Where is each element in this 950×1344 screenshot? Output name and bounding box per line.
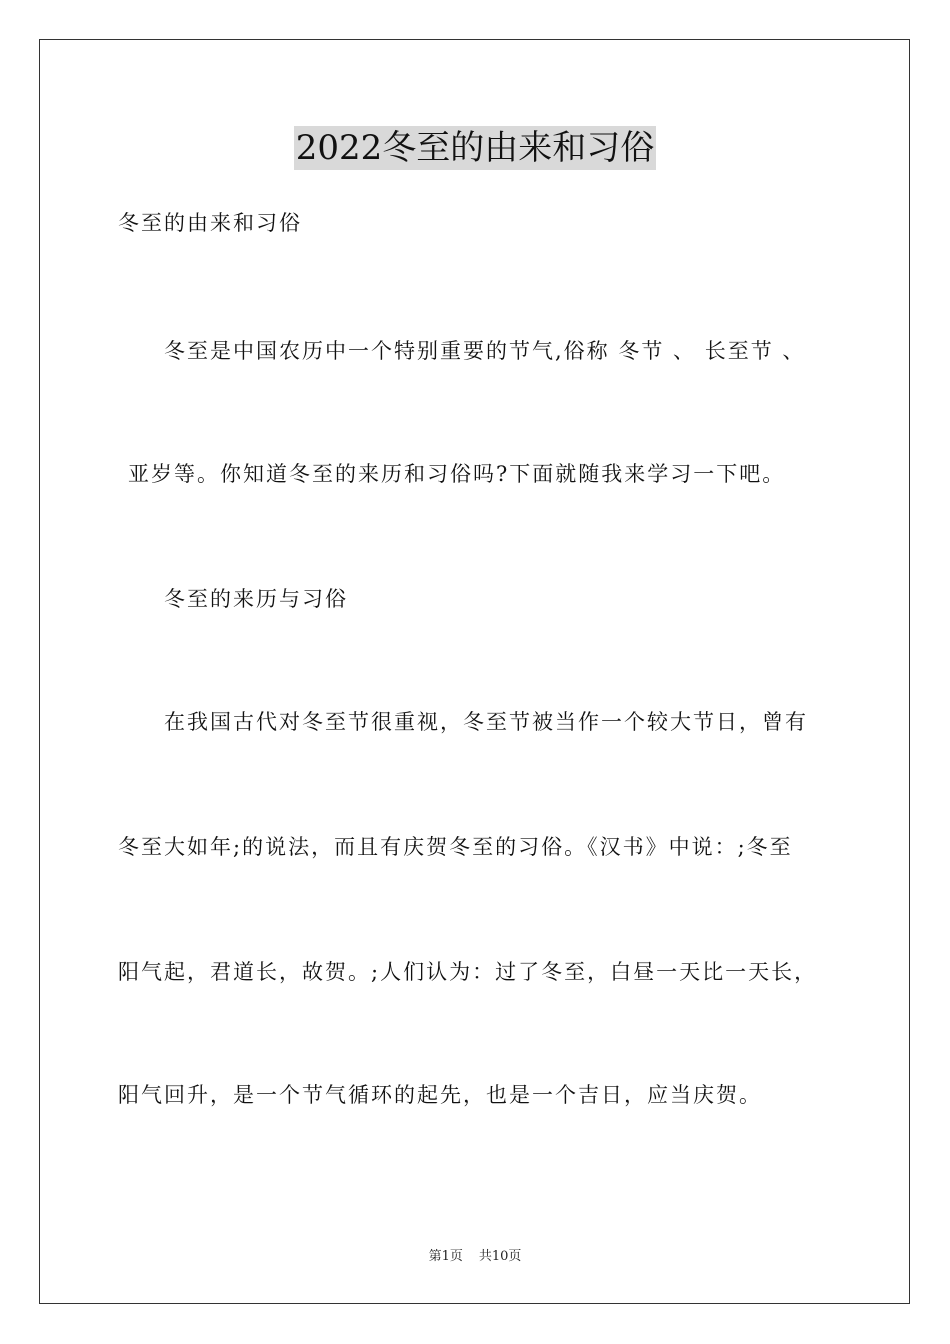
section-heading: 冬至的来历与习俗 [164, 587, 348, 611]
paragraph1-line2: 亚岁等。你知道冬至的来历和习俗吗?下面就随我来学习一下吧。 [128, 462, 786, 486]
title-container [0, 126, 950, 170]
document-title: 2022冬至的由来和习俗 [295, 128, 655, 168]
paragraph2-line2: 冬至大如年;的说法，而且有庆贺冬至的习俗。《汉书》中说：;冬至 [118, 835, 793, 859]
paragraph1-line1: 冬至是中国农历中一个特别重要的节气,俗称 冬节 、 长至节 、 [164, 339, 806, 363]
page-number-current: 第1页 [428, 1249, 463, 1264]
document-subtitle: 冬至的由来和习俗 [118, 211, 302, 235]
page-footer [0, 1248, 950, 1266]
paragraph2-line1: 在我国古代对冬至节很重视，冬至节被当作一个较大节日，曾有 [164, 710, 808, 734]
page-number-total: 共10页 [478, 1249, 522, 1264]
paragraph2-line4: 阳气回升，是一个节气循环的起先，也是一个吉日，应当庆贺。 [118, 1083, 762, 1107]
paragraph2-line3: 阳气起，君道长，故贺。;人们认为：过了冬至，白昼一天比一天长， [118, 960, 818, 984]
